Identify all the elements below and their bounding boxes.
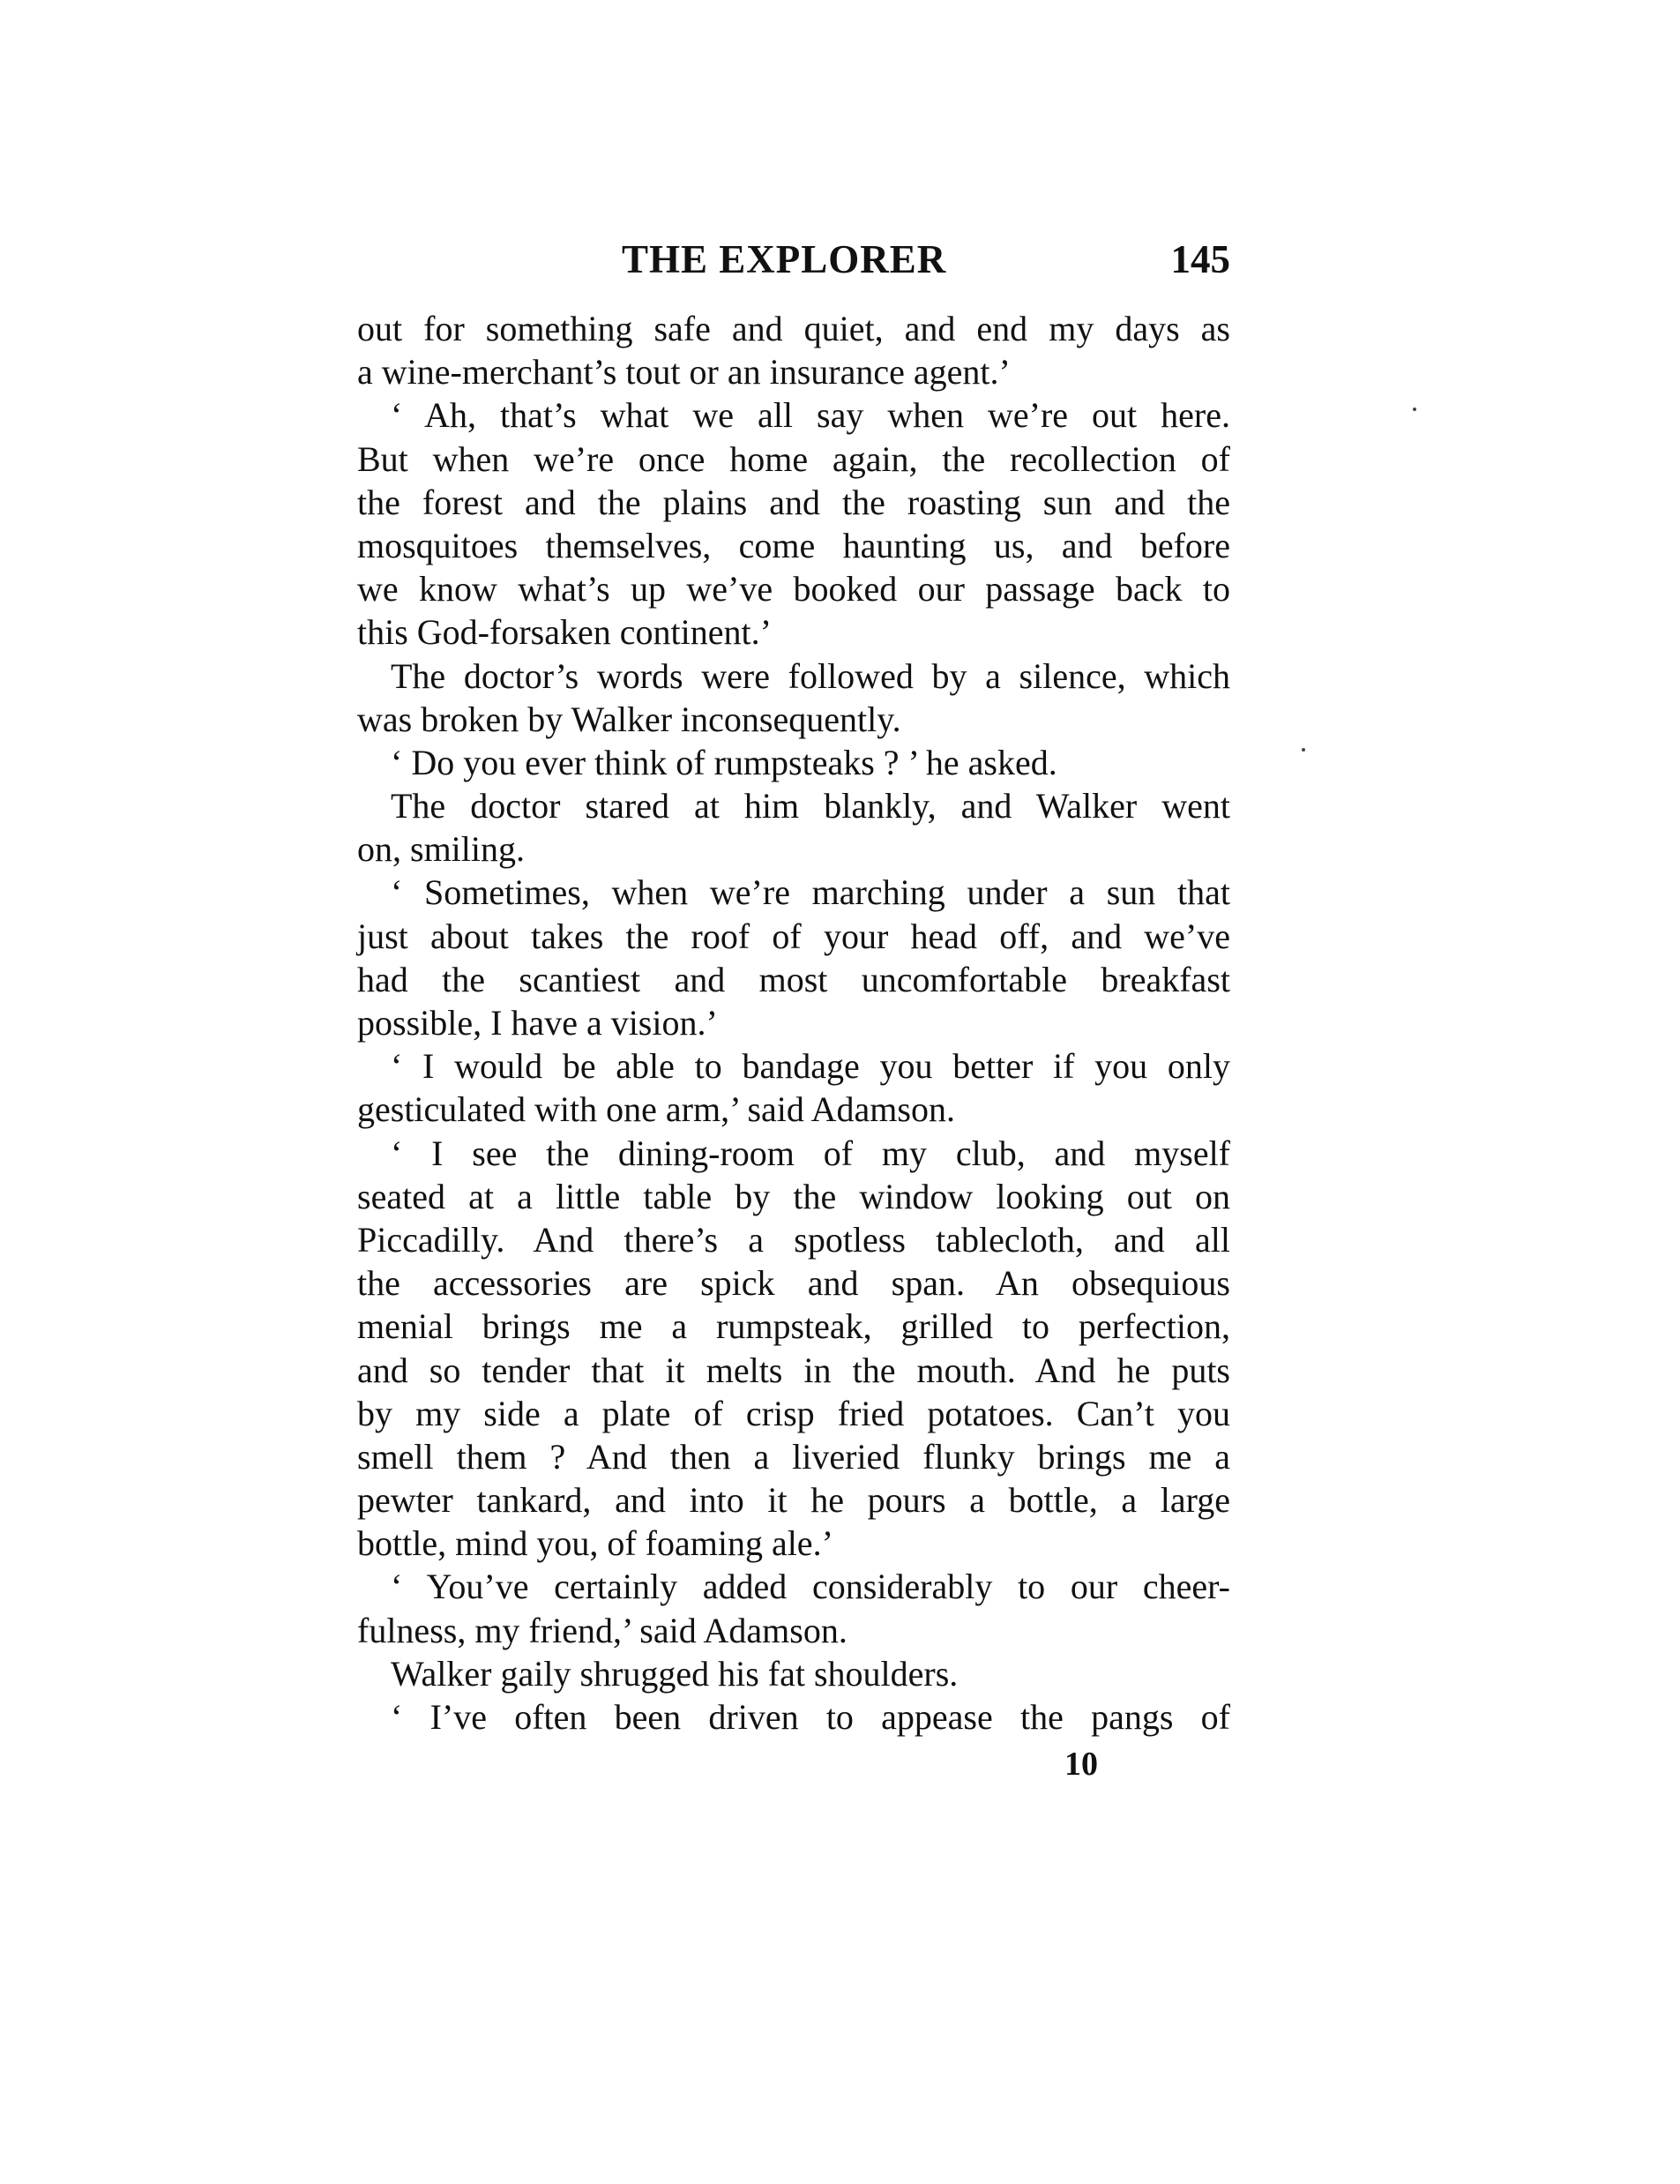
text-line: seated at a little table by the window looking out on xyxy=(357,1176,1230,1216)
text-line: and so tender that it melts in the mouth. And he puts xyxy=(357,1350,1230,1390)
text-line: possible, I have a vision.’ xyxy=(357,1003,718,1043)
body-text xyxy=(357,307,1230,1739)
text-line: had the scantiest and most uncomfortable breakfast xyxy=(357,959,1230,999)
text-line: ‘ I see the dining-room of my club, and myself xyxy=(391,1133,1230,1173)
text-line: on, smiling. xyxy=(357,829,526,870)
text-line: Walker gaily shrugged his fat shoulders. xyxy=(391,1653,959,1694)
text-line: ‘ You’ve certainly added considerably to our cheer- xyxy=(391,1567,1230,1607)
text-line: pewter tankard, and into it he pours a bottle, a large xyxy=(357,1480,1230,1521)
text-line: ‘ Sometimes, when we’re marching under a sun that xyxy=(391,872,1230,913)
text-line: Piccadilly. And there’s a spotless tablecloth, and all xyxy=(357,1219,1230,1260)
text-line: ‘ Ah, that’s what we all say when we’re out here. xyxy=(391,395,1230,436)
page-number: 145 xyxy=(1170,237,1230,281)
text-line: out for something safe and quiet, and end my days as xyxy=(357,309,1230,348)
text-line: we know what’s up we’ve booked our passage back to xyxy=(357,569,1230,610)
running-title: THE EXPLORER xyxy=(622,237,947,281)
text-line: ‘ I would be able to bandage you better if you only xyxy=(391,1046,1230,1087)
text-line: But when we’re once home again, the recollection of xyxy=(357,438,1230,479)
text-line: fulness, my friend,’ said Adamson. xyxy=(357,1610,847,1650)
text-line: gesticulated with one arm,’ said Adamson. xyxy=(357,1089,955,1130)
text-line: by my side a plate of crisp fried potatoes. Can’t you xyxy=(357,1393,1230,1433)
text-line: smell them ? And then a liveried flunky brings me a xyxy=(357,1436,1230,1477)
text-line: ‘ Do you ever think of rumpsteaks ? ’ he asked. xyxy=(391,742,1057,782)
text-line: a wine-merchant’s tout or an insurance agent.’ xyxy=(357,352,1011,393)
text-line: The doctor stared at him blankly, and Walker went xyxy=(391,786,1230,826)
text-line: menial brings me a rumpsteak, grilled to perfection, xyxy=(357,1306,1230,1347)
text-line: The doctor’s words were followed by a silence, which xyxy=(391,655,1230,696)
text-line: this God-forsaken continent.’ xyxy=(357,612,772,653)
signature-mark: 10 xyxy=(1064,1746,1098,1783)
scan-speck xyxy=(1413,408,1416,411)
text-line: ‘ I’ve often been driven to appease the pangs of xyxy=(391,1697,1230,1737)
text-line: was broken by Walker inconsequently. xyxy=(357,699,901,739)
text-line: just about takes the roof of your head off, and we’ve xyxy=(357,916,1230,956)
text-line: the forest and the plains and the roasting sun and the xyxy=(357,482,1230,522)
scan-speck xyxy=(1302,748,1305,752)
text-line: the accessories are spick and span. An obsequious xyxy=(357,1263,1230,1304)
page-header xyxy=(357,236,1230,289)
text-line: mosquitoes themselves, come haunting us, and before xyxy=(357,525,1230,565)
text-line: bottle, mind you, of foaming ale.’ xyxy=(357,1523,833,1564)
